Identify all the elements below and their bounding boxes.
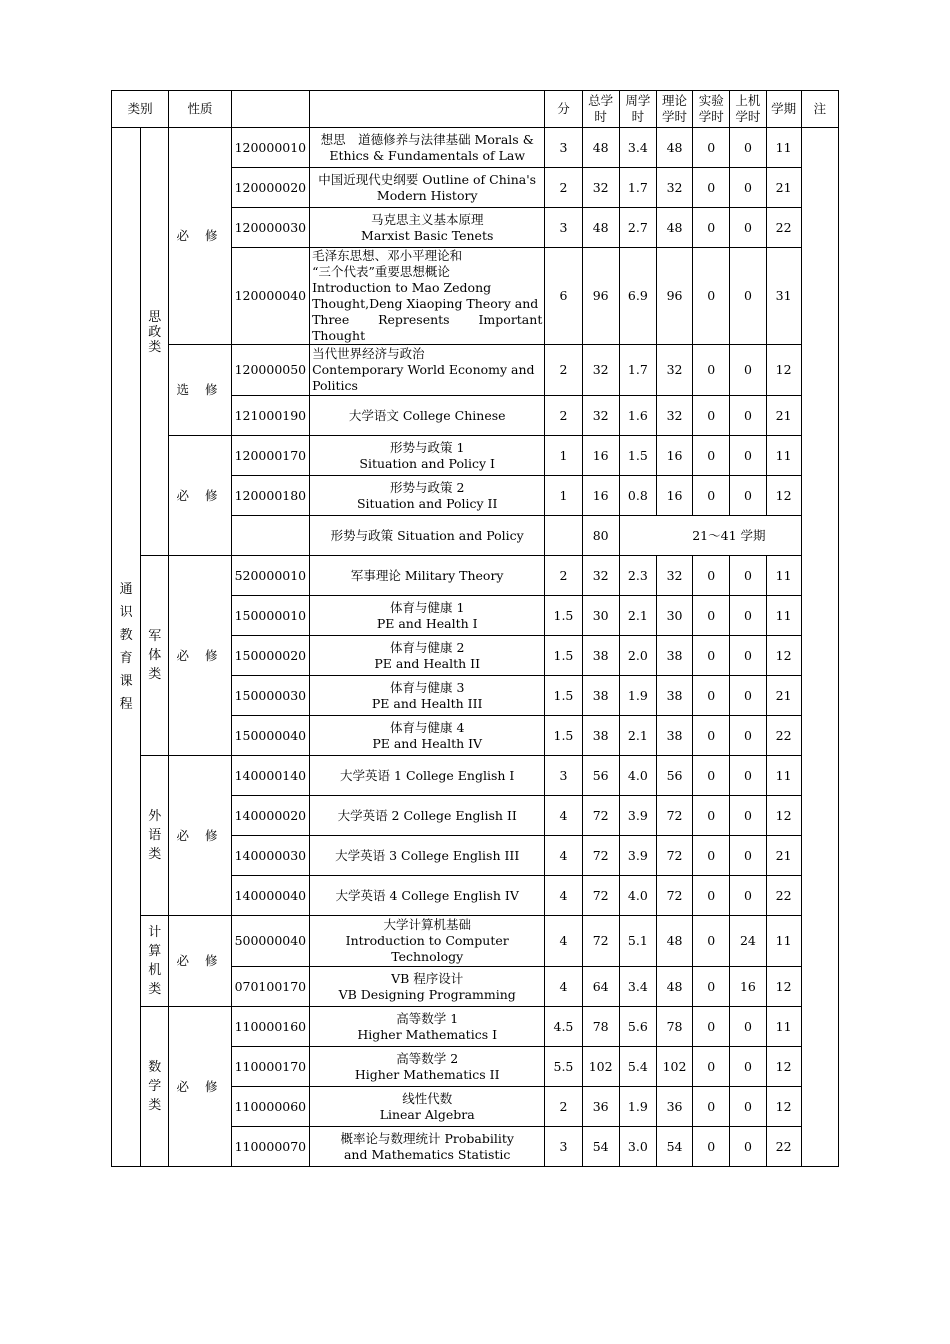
total-hours-cell: 54 [582, 1127, 619, 1167]
course-name-line: 毛泽东思想、邓小平理论和 [312, 248, 463, 263]
total-hours-cell: 32 [582, 556, 619, 596]
table-row [112, 756, 839, 796]
week-hours-cell: 1.7 [619, 345, 656, 396]
course-name [310, 716, 545, 756]
credit-cell: 5.5 [545, 1047, 582, 1087]
theory-hours-cell: 30 [656, 596, 692, 636]
category-military-pe: 军体类 [141, 556, 169, 756]
course-name-line: 想思 道德修养与法律基础 Morals & [320, 131, 534, 147]
total-hours-cell: 56 [582, 756, 619, 796]
week-hours-cell: 3.0 [619, 1127, 656, 1167]
course-name [310, 208, 545, 248]
week-hours-cell: 1.9 [619, 676, 656, 716]
credit-cell: 4 [545, 876, 582, 916]
course-name-line: 高等数学 1 [396, 1010, 459, 1026]
theory-hours-cell: 38 [656, 676, 692, 716]
course-name [310, 1007, 545, 1047]
lab-hours-cell: 0 [693, 1007, 730, 1047]
semester-cell: 12 [766, 967, 801, 1007]
course-name-line: 大学计算机基础 [383, 917, 471, 932]
course-name-line: Modern History [376, 187, 478, 203]
course-name-line: 形势与政策 Situation and Policy [330, 527, 524, 543]
course-code: 121000190 [231, 396, 309, 436]
week-hours-cell: 2.1 [619, 596, 656, 636]
computer-hours-cell: 0 [730, 636, 766, 676]
credit-cell [545, 516, 582, 556]
week-hours-cell: 2.0 [619, 636, 656, 676]
lab-hours-cell: 0 [693, 796, 730, 836]
theory-hours-cell: 48 [656, 916, 692, 967]
course-name-line: Higher Mathematics II [354, 1066, 500, 1082]
course-name [310, 756, 545, 796]
credit-cell: 4.5 [545, 1007, 582, 1047]
total-hours-cell: 78 [582, 1007, 619, 1047]
total-hours-cell: 72 [582, 916, 619, 967]
lab-hours-cell: 0 [693, 208, 730, 248]
week-hours-cell: 2.7 [619, 208, 656, 248]
theory-hours-cell: 72 [656, 796, 692, 836]
credit-cell: 3 [545, 756, 582, 796]
total-hours-cell: 102 [582, 1047, 619, 1087]
theory-hours-cell: 78 [656, 1007, 692, 1047]
semester-cell: 12 [766, 1087, 801, 1127]
computer-hours-cell: 0 [730, 756, 766, 796]
course-code: 140000140 [231, 756, 309, 796]
theory-hours-cell: 102 [656, 1047, 692, 1087]
week-hours-cell: 4.0 [619, 756, 656, 796]
credit-cell: 1.5 [545, 716, 582, 756]
semester-cell: 22 [766, 208, 801, 248]
week-hours-cell: 3.4 [619, 128, 656, 168]
course-code [231, 516, 309, 556]
course-name-line: Higher Mathematics I [357, 1026, 498, 1042]
credit-cell: 2 [545, 345, 582, 396]
week-hours-cell: 0.8 [619, 476, 656, 516]
course-name-line: 大学英语 3 College English III [335, 847, 520, 863]
credit-cell: 2 [545, 168, 582, 208]
course-code: 150000020 [231, 636, 309, 676]
total-hours-cell: 16 [582, 476, 619, 516]
semester-cell: 21 [766, 676, 801, 716]
credit-cell: 1.5 [545, 596, 582, 636]
course-code: 150000010 [231, 596, 309, 636]
table-row [112, 128, 839, 168]
course-code: 120000020 [231, 168, 309, 208]
course-name-line: 线性代数 [402, 1090, 453, 1106]
credit-cell: 3 [545, 208, 582, 248]
computer-hours-cell: 0 [730, 128, 766, 168]
course-name [310, 1127, 545, 1167]
course-name [310, 1047, 545, 1087]
course-name [310, 248, 545, 345]
course-name [310, 436, 545, 476]
week-hours-cell: 5.6 [619, 1007, 656, 1047]
course-code: 120000050 [231, 345, 309, 396]
lab-hours-cell: 0 [693, 1087, 730, 1127]
nature-elective-politics: 选 修 [169, 345, 231, 436]
course-name-line: Situation and Policy I [359, 455, 495, 471]
computer-hours-cell: 0 [730, 1047, 766, 1087]
header-nature: 性质 [169, 91, 231, 128]
semester-cell: 11 [766, 596, 801, 636]
credit-cell: 1 [545, 476, 582, 516]
computer-hours-cell: 0 [730, 1087, 766, 1127]
theory-hours-cell: 54 [656, 1127, 692, 1167]
lab-hours-cell: 0 [693, 476, 730, 516]
course-name [310, 1087, 545, 1127]
lab-hours-cell: 0 [693, 916, 730, 967]
week-hours-cell: 6.9 [619, 248, 656, 345]
course-code: 110000160 [231, 1007, 309, 1047]
credit-cell: 4 [545, 916, 582, 967]
week-hours-cell: 1.6 [619, 396, 656, 436]
semester-cell: 11 [766, 128, 801, 168]
week-hours-cell: 1.7 [619, 168, 656, 208]
total-hours-cell: 96 [582, 248, 619, 345]
total-hours-cell: 72 [582, 876, 619, 916]
course-name [310, 345, 545, 396]
total-hours-cell: 38 [582, 676, 619, 716]
credit-cell: 2 [545, 1087, 582, 1127]
course-name-line: 大学语文 College Chinese [348, 407, 506, 423]
course-name-line: PE and Health III [371, 695, 483, 711]
course-name [310, 636, 545, 676]
lab-hours-cell: 0 [693, 876, 730, 916]
course-name-line: Linear Algebra [379, 1106, 475, 1122]
computer-hours-cell: 0 [730, 248, 766, 345]
course-name-line: 高等数学 2 [396, 1050, 459, 1066]
computer-hours-cell: 0 [730, 596, 766, 636]
nature-required-math: 必 修 [169, 1007, 231, 1167]
table-row [112, 436, 839, 476]
computer-hours-cell: 0 [730, 396, 766, 436]
course-code: 500000040 [231, 916, 309, 967]
lab-hours-cell: 0 [693, 1127, 730, 1167]
course-name-line: Situation and Policy II [356, 495, 498, 511]
course-code: 070100170 [231, 967, 309, 1007]
total-hours-cell: 32 [582, 345, 619, 396]
theory-hours-cell: 72 [656, 836, 692, 876]
course-name-line: “三个代表”重要思想概论 [312, 264, 450, 279]
computer-hours-cell: 0 [730, 436, 766, 476]
lab-hours-cell: 0 [693, 596, 730, 636]
course-name-line: 大学英语 2 College English II [337, 807, 517, 823]
header-category: 类别 [112, 91, 169, 128]
lab-hours-cell: 0 [693, 128, 730, 168]
course-code: 120000030 [231, 208, 309, 248]
course-name [310, 596, 545, 636]
course-name-line: 体育与健康 2 [389, 639, 465, 655]
semester-cell: 22 [766, 876, 801, 916]
header-computer-hours: 上机学时 [730, 91, 766, 128]
total-hours-cell: 36 [582, 1087, 619, 1127]
total-hours-cell: 72 [582, 796, 619, 836]
course-name-line: PE and Health II [374, 655, 481, 671]
lab-hours-cell: 0 [693, 836, 730, 876]
credit-cell: 4 [545, 796, 582, 836]
course-name [310, 128, 545, 168]
week-hours-cell: 1.5 [619, 436, 656, 476]
course-name-line: 形势与政策 1 [389, 439, 465, 455]
nature-required-computer: 必 修 [169, 916, 231, 1007]
lab-hours-cell: 0 [693, 756, 730, 796]
category-foreign-language: 外语类 [141, 756, 169, 916]
week-hours-cell: 2.1 [619, 716, 656, 756]
computer-hours-cell: 0 [730, 345, 766, 396]
course-name-line: Thought,Deng Xiaoping Theory and [312, 296, 539, 311]
course-code: 140000020 [231, 796, 309, 836]
computer-hours-cell: 0 [730, 836, 766, 876]
course-code: 120000010 [231, 128, 309, 168]
course-name-line: 军事理论 Military Theory [350, 567, 504, 583]
header-credit: 分 [545, 91, 582, 128]
computer-hours-cell: 24 [730, 916, 766, 967]
course-name-line: 体育与健康 4 [389, 719, 465, 735]
week-hours-cell: 5.1 [619, 916, 656, 967]
semester-cell: 11 [766, 1007, 801, 1047]
credit-cell: 2 [545, 556, 582, 596]
category-politics: 思政类 [141, 128, 169, 556]
credit-cell: 2 [545, 396, 582, 436]
computer-hours-cell: 0 [730, 1007, 766, 1047]
course-name-line: 当代世界经济与政治 [312, 346, 425, 361]
table-row [112, 916, 839, 967]
course-code: 150000030 [231, 676, 309, 716]
semester-cell: 22 [766, 716, 801, 756]
course-name-line: Contemporary World Economy and [312, 362, 535, 377]
table-row [112, 345, 839, 396]
nature-required-military: 必 修 [169, 556, 231, 756]
course-name-line: 大学英语 4 College English IV [335, 887, 519, 903]
header-code [231, 91, 309, 128]
computer-hours-cell: 0 [730, 1127, 766, 1167]
theory-hours-cell: 38 [656, 716, 692, 756]
computer-hours-cell: 0 [730, 476, 766, 516]
credit-cell: 4 [545, 967, 582, 1007]
total-hours-cell: 48 [582, 208, 619, 248]
credit-cell: 1.5 [545, 636, 582, 676]
category-math: 数学类 [141, 1007, 169, 1167]
course-name-line: Three Represents Important Thought [312, 312, 543, 343]
computer-hours-cell: 0 [730, 168, 766, 208]
semester-cell: 11 [766, 436, 801, 476]
lab-hours-cell: 0 [693, 636, 730, 676]
lab-hours-cell: 0 [693, 248, 730, 345]
semester-span-note: 21～41 学期 [619, 516, 838, 556]
theory-hours-cell: 16 [656, 436, 692, 476]
course-name [310, 396, 545, 436]
semester-cell: 11 [766, 916, 801, 967]
category-general: 通识教育课程 [112, 128, 141, 1167]
week-hours-cell: 3.4 [619, 967, 656, 1007]
theory-hours-cell: 48 [656, 208, 692, 248]
week-hours-cell: 5.4 [619, 1047, 656, 1087]
week-hours-cell: 4.0 [619, 876, 656, 916]
total-hours-cell: 64 [582, 967, 619, 1007]
course-name-line: VB 程序设计 [391, 970, 464, 986]
course-code: 140000040 [231, 876, 309, 916]
course-name-line: and Mathematics Statistic [343, 1146, 511, 1162]
credit-cell: 4 [545, 836, 582, 876]
note-cell [801, 128, 838, 1167]
week-hours-cell: 1.9 [619, 1087, 656, 1127]
semester-cell: 21 [766, 396, 801, 436]
lab-hours-cell: 0 [693, 716, 730, 756]
course-name [310, 916, 545, 967]
computer-hours-cell: 0 [730, 676, 766, 716]
semester-cell: 12 [766, 476, 801, 516]
semester-cell: 21 [766, 836, 801, 876]
theory-hours-cell: 36 [656, 1087, 692, 1127]
computer-hours-cell: 0 [730, 876, 766, 916]
course-name-line: 概率论与数理统计 Probability [340, 1130, 514, 1146]
course-name [310, 796, 545, 836]
semester-cell: 11 [766, 556, 801, 596]
semester-cell: 21 [766, 168, 801, 208]
semester-cell: 12 [766, 636, 801, 676]
credit-cell: 1.5 [545, 676, 582, 716]
semester-cell: 12 [766, 345, 801, 396]
table-row [112, 556, 839, 596]
total-hours-cell: 80 [582, 516, 619, 556]
semester-cell: 12 [766, 796, 801, 836]
course-name-line: 大学英语 1 College English I [340, 767, 515, 783]
course-name-line: Introduction to Mao Zedong [312, 280, 492, 295]
lab-hours-cell: 0 [693, 676, 730, 716]
course-name [310, 876, 545, 916]
course-code: 140000030 [231, 836, 309, 876]
header-lab-hours: 实验学时 [693, 91, 730, 128]
course-code: 520000010 [231, 556, 309, 596]
course-code: 120000040 [231, 248, 309, 345]
semester-cell: 11 [766, 756, 801, 796]
course-name-line: VB Designing Programming [338, 986, 516, 1002]
total-hours-cell: 38 [582, 636, 619, 676]
lab-hours-cell: 0 [693, 556, 730, 596]
week-hours-cell: 3.9 [619, 796, 656, 836]
week-hours-cell: 3.9 [619, 836, 656, 876]
theory-hours-cell: 16 [656, 476, 692, 516]
computer-hours-cell: 0 [730, 556, 766, 596]
theory-hours-cell: 38 [656, 636, 692, 676]
lab-hours-cell: 0 [693, 396, 730, 436]
header-name [310, 91, 545, 128]
computer-hours-cell: 0 [730, 716, 766, 756]
theory-hours-cell: 96 [656, 248, 692, 345]
category-computer: 计算机类 [141, 916, 169, 1007]
theory-hours-cell: 48 [656, 128, 692, 168]
semester-cell: 12 [766, 1047, 801, 1087]
course-name-line: Ethics & Fundamentals of Law [329, 147, 526, 163]
computer-hours-cell: 0 [730, 796, 766, 836]
header-week-hours: 周学时 [619, 91, 656, 128]
theory-hours-cell: 32 [656, 345, 692, 396]
course-name-line: 中国近现代史纲要 Outline of China's [318, 171, 537, 187]
total-hours-cell: 32 [582, 396, 619, 436]
credit-cell: 1 [545, 436, 582, 476]
total-hours-cell: 32 [582, 168, 619, 208]
lab-hours-cell: 0 [693, 1047, 730, 1087]
header-semester: 学期 [766, 91, 801, 128]
total-hours-cell: 72 [582, 836, 619, 876]
course-name-line: PE and Health IV [372, 735, 483, 751]
lab-hours-cell: 0 [693, 436, 730, 476]
theory-hours-cell: 32 [656, 168, 692, 208]
course-name-line: 体育与健康 3 [389, 679, 465, 695]
course-name [310, 168, 545, 208]
course-name-line: Technology [391, 949, 464, 964]
theory-hours-cell: 32 [656, 556, 692, 596]
total-hours-cell: 30 [582, 596, 619, 636]
course-name [310, 476, 545, 516]
course-name-line: 体育与健康 1 [389, 599, 465, 615]
course-name [310, 676, 545, 716]
credit-cell: 3 [545, 128, 582, 168]
course-name-line: PE and Health I [376, 615, 478, 631]
theory-hours-cell: 72 [656, 876, 692, 916]
course-code: 110000070 [231, 1127, 309, 1167]
table-row [112, 1007, 839, 1047]
header-theory-hours: 理论学时 [656, 91, 692, 128]
course-name-line: Politics [312, 378, 358, 393]
header-note: 注 [801, 91, 838, 128]
course-name-line: Introduction to Computer [345, 933, 509, 948]
course-code: 150000040 [231, 716, 309, 756]
computer-hours-cell: 0 [730, 208, 766, 248]
total-hours-cell: 38 [582, 716, 619, 756]
semester-cell: 31 [766, 248, 801, 345]
semester-cell: 22 [766, 1127, 801, 1167]
theory-hours-cell: 32 [656, 396, 692, 436]
course-name [310, 516, 545, 556]
course-code: 120000170 [231, 436, 309, 476]
theory-hours-cell: 48 [656, 967, 692, 1007]
lab-hours-cell: 0 [693, 967, 730, 1007]
theory-hours-cell: 56 [656, 756, 692, 796]
course-name [310, 556, 545, 596]
credit-cell: 6 [545, 248, 582, 345]
nature-required-politics-1: 必 修 [169, 128, 231, 345]
course-code: 120000180 [231, 476, 309, 516]
total-hours-cell: 48 [582, 128, 619, 168]
course-name [310, 836, 545, 876]
lab-hours-cell: 0 [693, 168, 730, 208]
course-name [310, 967, 545, 1007]
week-hours-cell: 2.3 [619, 556, 656, 596]
total-hours-cell: 16 [582, 436, 619, 476]
course-table [111, 90, 839, 1167]
header-row [112, 91, 839, 128]
nature-required-politics-2: 必 修 [169, 436, 231, 556]
course-name-line: Marxist Basic Tenets [361, 227, 494, 243]
nature-required-language: 必 修 [169, 756, 231, 916]
credit-cell: 3 [545, 1127, 582, 1167]
header-total-hours: 总学时 [582, 91, 619, 128]
course-name-line: 马克思主义基本原理 [370, 211, 484, 227]
course-code: 110000060 [231, 1087, 309, 1127]
course-code: 110000170 [231, 1047, 309, 1087]
computer-hours-cell: 16 [730, 967, 766, 1007]
lab-hours-cell: 0 [693, 345, 730, 396]
course-name-line: 形势与政策 2 [389, 479, 465, 495]
